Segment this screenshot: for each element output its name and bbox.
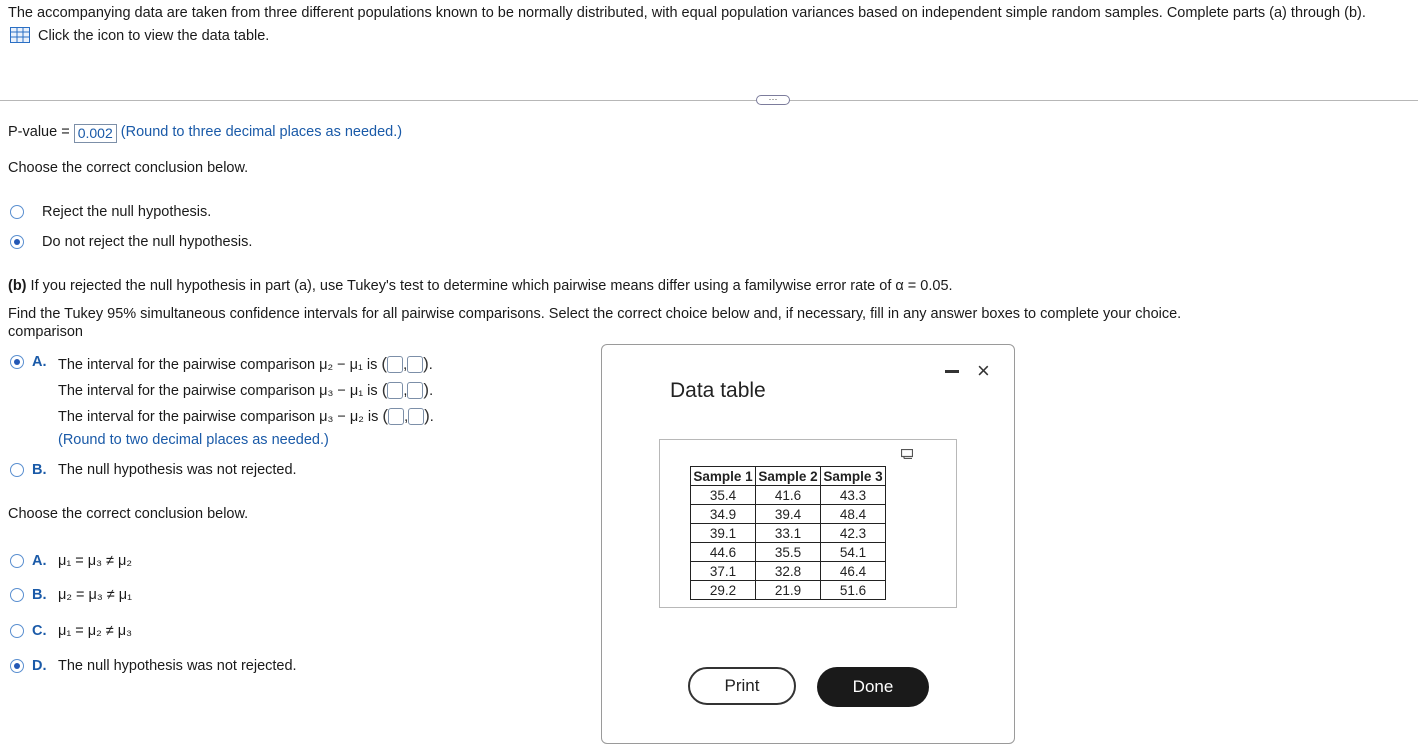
conclusion-b-prompt: Choose the correct conclusion below. xyxy=(8,506,249,522)
part-b-instruction-2: comparison xyxy=(8,324,83,340)
conclusion-b-option-a-letter: A. xyxy=(32,553,47,569)
dialog-title: Data table xyxy=(670,379,766,402)
interval-2-upper-input[interactable] xyxy=(407,382,423,399)
done-button[interactable]: Done xyxy=(817,667,929,707)
data-table xyxy=(690,466,886,600)
table-cell: 51.6 xyxy=(821,581,886,600)
pvalue-hint: (Round to three decimal places as needed.) xyxy=(120,124,403,140)
section-divider xyxy=(0,100,1418,101)
copy-icon[interactable] xyxy=(901,449,913,459)
interval-1-lower-input[interactable] xyxy=(387,356,403,373)
conclusion-b-option-d-letter: D. xyxy=(32,658,47,674)
reject-null-radio[interactable] xyxy=(10,205,24,219)
choice-b-radio[interactable] xyxy=(10,463,24,477)
table-cell: 43.3 xyxy=(821,486,886,505)
pvalue-label: P-value = xyxy=(8,124,70,140)
interval-2-lower-input[interactable] xyxy=(387,382,403,399)
conclusion-b-option-c-label[interactable]: μ₁ = μ₂ ≠ μ₃ xyxy=(58,623,133,639)
table-cell: 42.3 xyxy=(821,524,886,543)
interval-3-upper-input[interactable] xyxy=(408,408,424,425)
choice-a-radio[interactable] xyxy=(10,355,24,369)
do-not-reject-null-radio[interactable] xyxy=(10,235,24,249)
conclusion-b-option-d-radio[interactable] xyxy=(10,659,24,673)
conclusion-b-option-c-letter: C. xyxy=(32,623,47,639)
choice-a-hint: (Round to two decimal places as needed.) xyxy=(58,432,329,448)
conclusion-b-option-b-label[interactable]: μ₂ = μ₃ ≠ μ₁ xyxy=(58,587,133,603)
print-button[interactable]: Print xyxy=(688,667,796,705)
part-b-question xyxy=(8,278,953,294)
column-header: Sample 1 xyxy=(691,467,756,486)
interval-label-2: The interval for the pairwise comparison μ₃ − μ₁ is xyxy=(58,383,378,399)
column-header: Sample 3 xyxy=(821,467,886,486)
table-cell: 39.4 xyxy=(756,505,821,524)
table-row xyxy=(691,505,886,524)
table-cell: 37.1 xyxy=(691,562,756,581)
minimize-button[interactable] xyxy=(945,370,959,373)
table-cell: 46.4 xyxy=(821,562,886,581)
choice-b-label[interactable]: The null hypothesis was not rejected. xyxy=(58,462,297,478)
interval-row-2: The interval for the pairwise comparison μ₃ − μ₁ is ( , ). xyxy=(58,380,434,399)
conclusion-b-option-b-radio[interactable] xyxy=(10,588,24,602)
pvalue-answer[interactable]: 0.002 xyxy=(74,124,117,143)
table-cell: 39.1 xyxy=(691,524,756,543)
expand-dots-button[interactable]: ··· xyxy=(756,95,790,105)
pvalue-row xyxy=(8,124,402,143)
table-cell: 48.4 xyxy=(821,505,886,524)
table-row xyxy=(691,543,886,562)
table-row xyxy=(691,524,886,543)
table-row xyxy=(691,581,886,600)
conclusion-b-option-b-letter: B. xyxy=(32,587,47,603)
interval-row-3: The interval for the pairwise comparison μ₃ − μ₂ is ( , ). xyxy=(58,406,434,425)
table-cell: 34.9 xyxy=(691,505,756,524)
data-table-dialog xyxy=(601,344,1015,744)
data-table-link-label[interactable]: Click the icon to view the data table. xyxy=(38,28,270,44)
conclusion-b-option-a-label[interactable]: μ₁ = μ₃ ≠ μ₂ xyxy=(58,553,133,569)
interval-3-lower-input[interactable] xyxy=(388,408,404,425)
data-table-link[interactable] xyxy=(10,27,269,47)
conclusion-a-prompt: Choose the correct conclusion below. xyxy=(8,160,249,176)
table-cell: 21.9 xyxy=(756,581,821,600)
table-cell: 54.1 xyxy=(821,543,886,562)
table-cell: 41.6 xyxy=(756,486,821,505)
table-cell: 32.8 xyxy=(756,562,821,581)
do-not-reject-null-label[interactable]: Do not reject the null hypothesis. xyxy=(42,234,253,250)
table-cell: 29.2 xyxy=(691,581,756,600)
part-b-instruction: Find the Tukey 95% simultaneous confidence intervals for all pairwise comparisons. Select the correct choice below and, if necessary, fill in any answer boxes to complete your choice. xyxy=(8,306,1182,322)
table-icon[interactable] xyxy=(10,27,30,47)
conclusion-b-option-a-radio[interactable] xyxy=(10,554,24,568)
column-header: Sample 2 xyxy=(756,467,821,486)
interval-label-3: The interval for the pairwise comparison μ₃ − μ₂ is xyxy=(58,409,379,425)
data-table-panel xyxy=(659,439,957,608)
intro-text: The accompanying data are taken from three different populations known to be normally distributed, with equal population variances based on independent simple random samples. Complete parts (a) through (b). xyxy=(8,5,1366,21)
table-cell: 44.6 xyxy=(691,543,756,562)
table-cell: 35.5 xyxy=(756,543,821,562)
choice-a-letter: A. xyxy=(32,354,47,370)
table-row xyxy=(691,486,886,505)
table-row xyxy=(691,562,886,581)
conclusion-b-option-d-label[interactable]: The null hypothesis was not rejected. xyxy=(58,658,297,674)
choice-b-letter: B. xyxy=(32,462,47,478)
interval-label-1: The interval for the pairwise comparison μ₂ − μ₁ is xyxy=(58,357,378,373)
conclusion-b-option-c-radio[interactable] xyxy=(10,624,24,638)
part-b-text: If you rejected the null hypothesis in part (a), use Tukey's test to determine which pairwise means differ using a familywise error rate of α = 0.05. xyxy=(26,278,953,294)
part-b-tag: (b) xyxy=(8,278,27,294)
close-icon[interactable]: × xyxy=(977,358,990,383)
table-cell: 33.1 xyxy=(756,524,821,543)
interval-row-1: The interval for the pairwise comparison μ₂ − μ₁ is ( , ). xyxy=(58,354,433,373)
reject-null-label[interactable]: Reject the null hypothesis. xyxy=(42,204,212,220)
table-cell: 35.4 xyxy=(691,486,756,505)
interval-1-upper-input[interactable] xyxy=(407,356,423,373)
